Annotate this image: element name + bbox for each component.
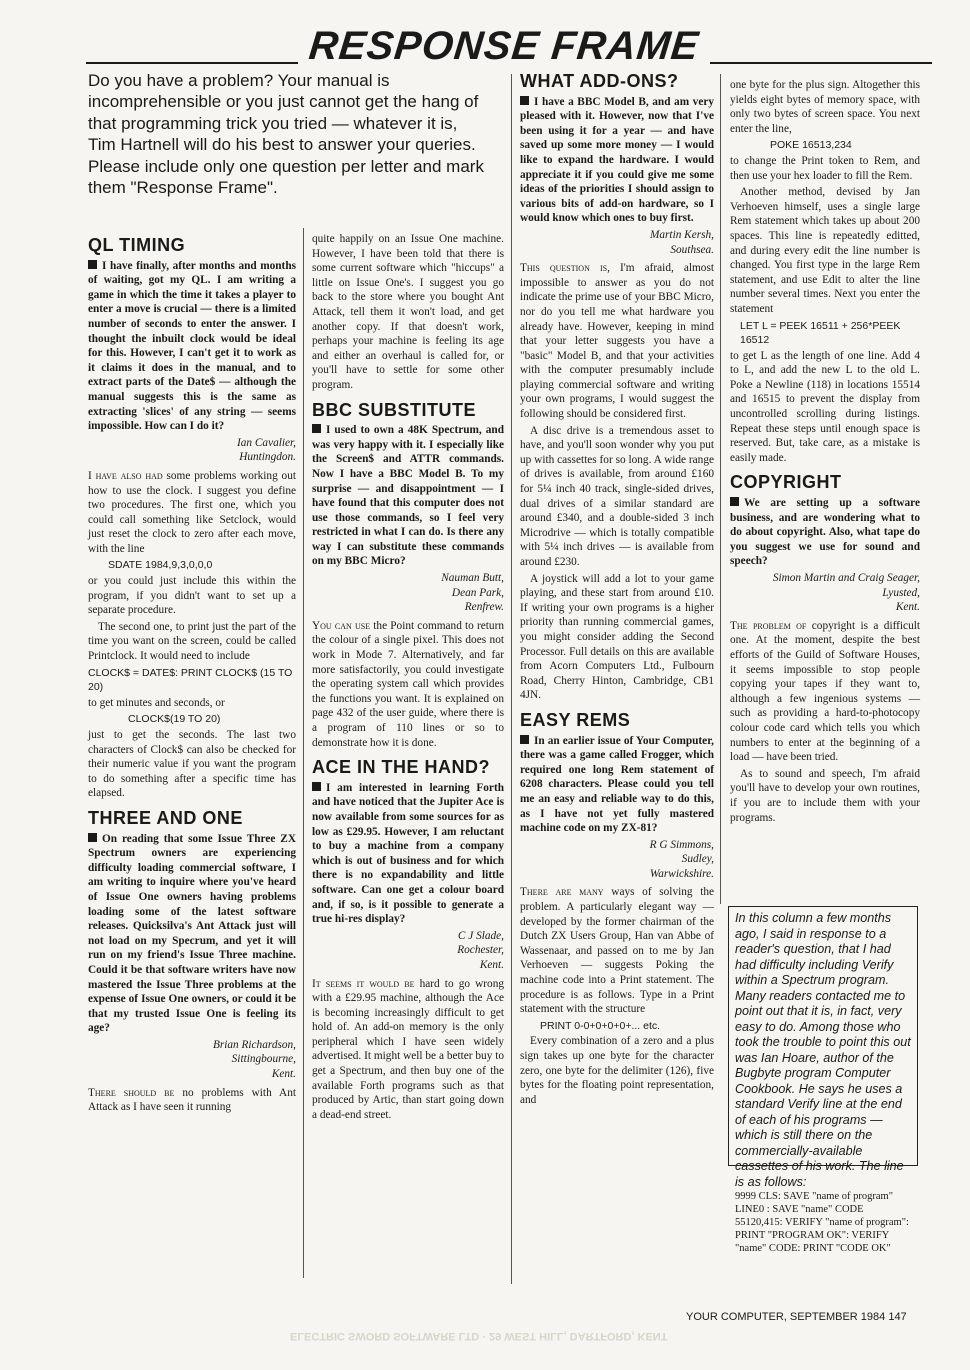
answer-copyright: The problem of copyright is a difficult one. At the moment, despite the best efforts of the Guild of Software Houses, it seems impossible to stop people copying your tapes if they want to, although a few ingenious systems — such as providing a hard-to-photocopy colour code card which tells you which numbers to enter at the beginning of a load — have been tried. xyxy=(730,619,920,764)
answer-text: just to get the seconds. The last two characters of Clock$ can also be checked for their numeric value if you want the program to do something after a specific time has elapsed. xyxy=(88,729,296,800)
section-heading-three-and-one: THREE AND ONE xyxy=(88,807,243,828)
signature: Ian Cavalier, Huntingdon. xyxy=(237,436,296,464)
bullet-square-icon xyxy=(312,424,321,433)
code-line: PRINT 0-0+0+0+0+... etc. xyxy=(540,1019,661,1032)
page-title: RESPONSE FRAME xyxy=(306,24,702,68)
answer-easy-rems: There are many ways of solving the problem. A particularly elegant way — developed by the former chairman of the Dutch ZX Users Group, Han van Abbe of Wassenaar, and passed on to me by Jan Verhoeven — suggests Poking the machine code into a Print statement. The procedure is as follows. Type in a Print statement with the structure xyxy=(520,886,715,1016)
column-rule xyxy=(303,228,304,1278)
code-line: CLOCK$(19 TO 20) xyxy=(128,713,221,726)
page-footer: YOUR COMPUTER, SEPTEMBER 1984 147 xyxy=(686,1311,907,1323)
answer-ace-in-the-hand: It seems it would be hard to go wrong with a £29.95 machine, although the Ace is becoming increasingly difficult to get hold of. An add-on memory is the only peripheral which I have seen widely advertised. It might well be a better buy to get a Spectrum, and then buy one of the available Forth programs such as that produced by Artic, than start going down a dead-end street. xyxy=(312,977,505,1121)
boxed-note-code: 9999 CLS: SAVE "name of program" LINE0 : SAVE "name" CODE 55120,415: VERIFY "name of program": PRINT "PROGRAM OK": VERIFY "name" CODE: PRINT "CODE OK" xyxy=(735,1191,909,1254)
bullet-square-icon xyxy=(88,260,97,269)
bleed-through-text: ELECTRIC SWORD SOFTWARE LTD · 29 WEST HILL, DARTFORD, KENT xyxy=(290,1330,668,1342)
boxed-note-text: In this column a few months ago, I said in response to a reader's question, that I had had difficulty including Verify within a Spectrum program. Many readers contacted me to point out that it is, in fact, very easy to do. Among those who took the trouble to point this out was Ian Hoare, author of the Bugbyte program Computer Cookbook. He says he uses a standard Verify line at the end of each of his programs — which is still there on the commercially-available cassettes of his work. The line is as follows: xyxy=(735,911,911,1189)
boxed-note xyxy=(728,906,918,1254)
code-line: POKE 16513,234 xyxy=(770,139,852,152)
question-easy-rems: In an earlier issue of Your Computer, there was a game called Frogger, which required one long Rem statement of 6208 characters. Please could you tell me an easy and reliable way to do this, as I have not yet fully mastered machine code on my ZX-81? xyxy=(520,734,714,835)
code-line: LET L = PEEK 16511 + 256*PEEK 16512 xyxy=(740,319,904,347)
answer-text: to change the Print token to Rem, and then use your hex loader to fill the Rem. xyxy=(730,154,920,182)
bullet-square-icon xyxy=(730,497,739,506)
answer-what-add-ons: This question is, I'm afraid, almost impossible to answer as you do not indicate the prime use of your BBC Micro, nor do you tell me what hardware you already have. However, keeping in mind that your letter suggests you have a "basic" Model B, and that your activities with the computer presumably include playing commercial software and writing your own programs, I would suggest the following should be considered first. xyxy=(520,262,714,421)
signature: Brian Richardson, Sittingbourne, Kent. xyxy=(212,1038,296,1081)
section-heading-ace-in-the-hand: ACE IN THE HAND? xyxy=(312,757,490,778)
section-heading-easy-rems: EASY REMS xyxy=(520,709,631,730)
title-banner xyxy=(86,24,932,70)
bullet-square-icon xyxy=(312,782,321,791)
answer-text: The second one, to print just the part of the time you want on the screen, could be called Printclock. It would need to include xyxy=(88,620,296,663)
column-3 xyxy=(520,72,714,1109)
column-1 xyxy=(88,228,296,1117)
code-line: CLOCK$ = DATE$: PRINT CLOCK$ (15 TO 20) xyxy=(88,666,296,694)
answer-text: or you could just include this within the program, if you didn't want to set up a separate procedure. xyxy=(88,575,296,617)
answer-ql-timing: I have also had some problems working out how to use the clock. I suggest you define two procedures. The first one, which you could call something like Setclock, would just reset the clock to zero after each move, with the line xyxy=(88,469,296,555)
answer-bbc-substitute: You can use the Point command to return the colour of a single pixel. This does not work in Mode 7. Alternatively, and far more satisfactorily, you could investigate the operating system call which provides the functions you want. It is explained on page 432 of the user guide, where there is a program of 110 lines or so to demonstrate how it is done. xyxy=(312,619,504,749)
question-ql-timing: I have finally, after months and months of waiting, got my QL. I am writing a game in which the time it takes a player to enter a move is crucial — there is a limited number of seconds to enter the answer. I thought the inbuilt clock would be ideal for this. However, I can't get it to work as it claims it does in the manual, and to extract parts of the Date$ — although the manual suggests this is the same as extracting 'slices' of any string — seems impossible. How can I do it? xyxy=(88,259,296,433)
section-heading-copyright: COPYRIGHT xyxy=(730,472,842,493)
title-rule-right xyxy=(710,62,932,64)
column-4 xyxy=(730,78,920,827)
signature: Simon Martin and Craig Seager, Lyusted, Kent. xyxy=(772,572,920,614)
intro-text: Do you have a problem? Your manual is incomprehensible or you just cannot get the hang of that programming trick you tried — whatever it is, Tim Hartnell will do his best to answer your queries. Please include only one question per letter and mark them "Response Frame". xyxy=(88,71,484,198)
signature: Martin Kersh, Southsea. xyxy=(649,228,714,256)
column-2 xyxy=(312,232,504,1124)
question-copyright: We are setting up a software business, and are wondering what to do about copyright. Also, what tape do you suggest we use for sound and speech? xyxy=(730,497,920,568)
signature: C J Slade, Rochester, Kent. xyxy=(457,929,504,971)
column-rule xyxy=(720,74,721,904)
answer-text: Another method, devised by Jan Verhoeven himself, uses a single large Rem statement which takes up about 200 spaces. This line is repeatedly editted, and during every edit the line number is changed. You first type in the large Rem statement, and use Edit to alter the line number several times. Next you enter the statement xyxy=(730,186,920,315)
answer-text: As to sound and speech, I'm afraid you'll have to develop your own routines, if you are to include them with your programs. xyxy=(730,767,920,824)
answer-text: to get minutes and seconds, or xyxy=(88,696,225,709)
section-heading-what-add-ons: WHAT ADD-ONS? xyxy=(520,71,679,91)
answer-three-and-one-cont: quite happily on an Issue One machine. However, I have been told that there is some current software which "hiccups" a little on Issue One's. I suggest you go back to the store where you bought Ant Attack, tell them it won't load, and get another copy. If that doesn't work, perhaps your machine is feeling its age and either an overhaul is called for, or you'll have to settle for some other program. xyxy=(312,233,504,391)
column-rule xyxy=(511,74,512,1284)
question-three-and-one: On reading that some Issue Three ZX Spectrum owners are experiencing difficulty loading commercial software, I am writing to inquire where you've heard of Issue One owners having problems loading some of the latest software releases. Quicksilva's Ant Attack just will not load on my Specrum, and yet it will run on my friend's Issue Three machine. Could it be that software writers have now mastered the Issue Three problems at the expense of Issue One owners, or could it be that my trusted Issue One is feeling its age? xyxy=(88,832,296,1035)
code-line: SDATE 1984,9,3,0,0,0 xyxy=(108,559,213,572)
signature: R G Simmons, Sudley, Warwickshire. xyxy=(649,838,714,880)
title-rule-left xyxy=(86,62,298,64)
signature: Nauman Butt, Dean Park, Renfrew. xyxy=(441,572,504,614)
answer-text: Every combination of a zero and a plus sign takes up one byte for the character zero, one byte for the delimiter (126), five bytes for the floating point representation, and xyxy=(520,1035,714,1106)
answer-text: A disc drive is a tremendous asset to have, and you'll soon wonder why you put up with cassettes for so long. A wide range of drives is available, from around £160 for 5¼ inch 40 track, single-sided drives, dual drives of a similar standard are around £340, and a double-sided 3 inch Microdrive — which is totally compatible with 5¼ inch drives — is available from around £230. xyxy=(520,424,714,568)
answer-easy-rems-cont: one byte for the plus sign. Altogether this yields eight bytes of memory space, with only two bytes of screen space. You next enter the line, xyxy=(730,79,920,135)
bullet-square-icon xyxy=(88,833,97,842)
bullet-square-icon xyxy=(520,735,529,744)
section-heading-bbc-substitute: BBC SUBSTITUTE xyxy=(312,399,476,420)
answer-text: to get L as the length of one line. Add 4 to L, and add the new L to the old L. Poke a Newline (118) in locations 15514 and 16515 to prevent the display from uncontrolled scrolling during listings. Repeat these steps until enough space is reserved. But, take care, as a mistake is easily made. xyxy=(730,349,920,464)
bullet-square-icon xyxy=(520,96,529,105)
question-what-add-ons: I have a BBC Model B, and am very pleased with it. However, now that I've been using it for a year — and have saved up some more money — I would like to expand the hardware. I would appreciate it if you could give me some ideas of the priorities I should assign to various bits of add-on hardware, so I would know which ones to buy first. xyxy=(520,95,714,225)
answer-three-and-one: There should be no problems with Ant Attack as I have seen it running xyxy=(88,1086,296,1114)
answer-text: A joystick will add a lot to your game playing, and these start from around £10. If writing your own programs is a higher priority than running commercial games, you might consider adding the Second Processor. Full details on this are available from Acorn Computers Ltd., Fulbourn Road, Cherry Hinton, Cambridge, CB1 4JN. xyxy=(520,572,714,702)
question-bbc-substitute: I used to own a 48K Spectrum, and was very happy with it. I especially like the Screen$ and ATTR commands. Now I have a BBC Model B. To my surprise — and disappointment — I have found that this computer does not use those commands, so I feel very restricted in what I can do. Is there any way I can substitute these commands on my BBC Micro? xyxy=(312,424,504,568)
section-heading-ql-timing: QL TIMING xyxy=(88,235,186,255)
question-ace-in-the-hand: I am interested in learning Forth and have noticed that the Jupiter Ace is now available from some sources for as low as £29.95. However, I am reluctant to buy a machine from a company which is out of business and for which there is no expandability and little software. Can one get a colour board and, if so, is it possible to generate a true hi-res display? xyxy=(312,781,504,926)
